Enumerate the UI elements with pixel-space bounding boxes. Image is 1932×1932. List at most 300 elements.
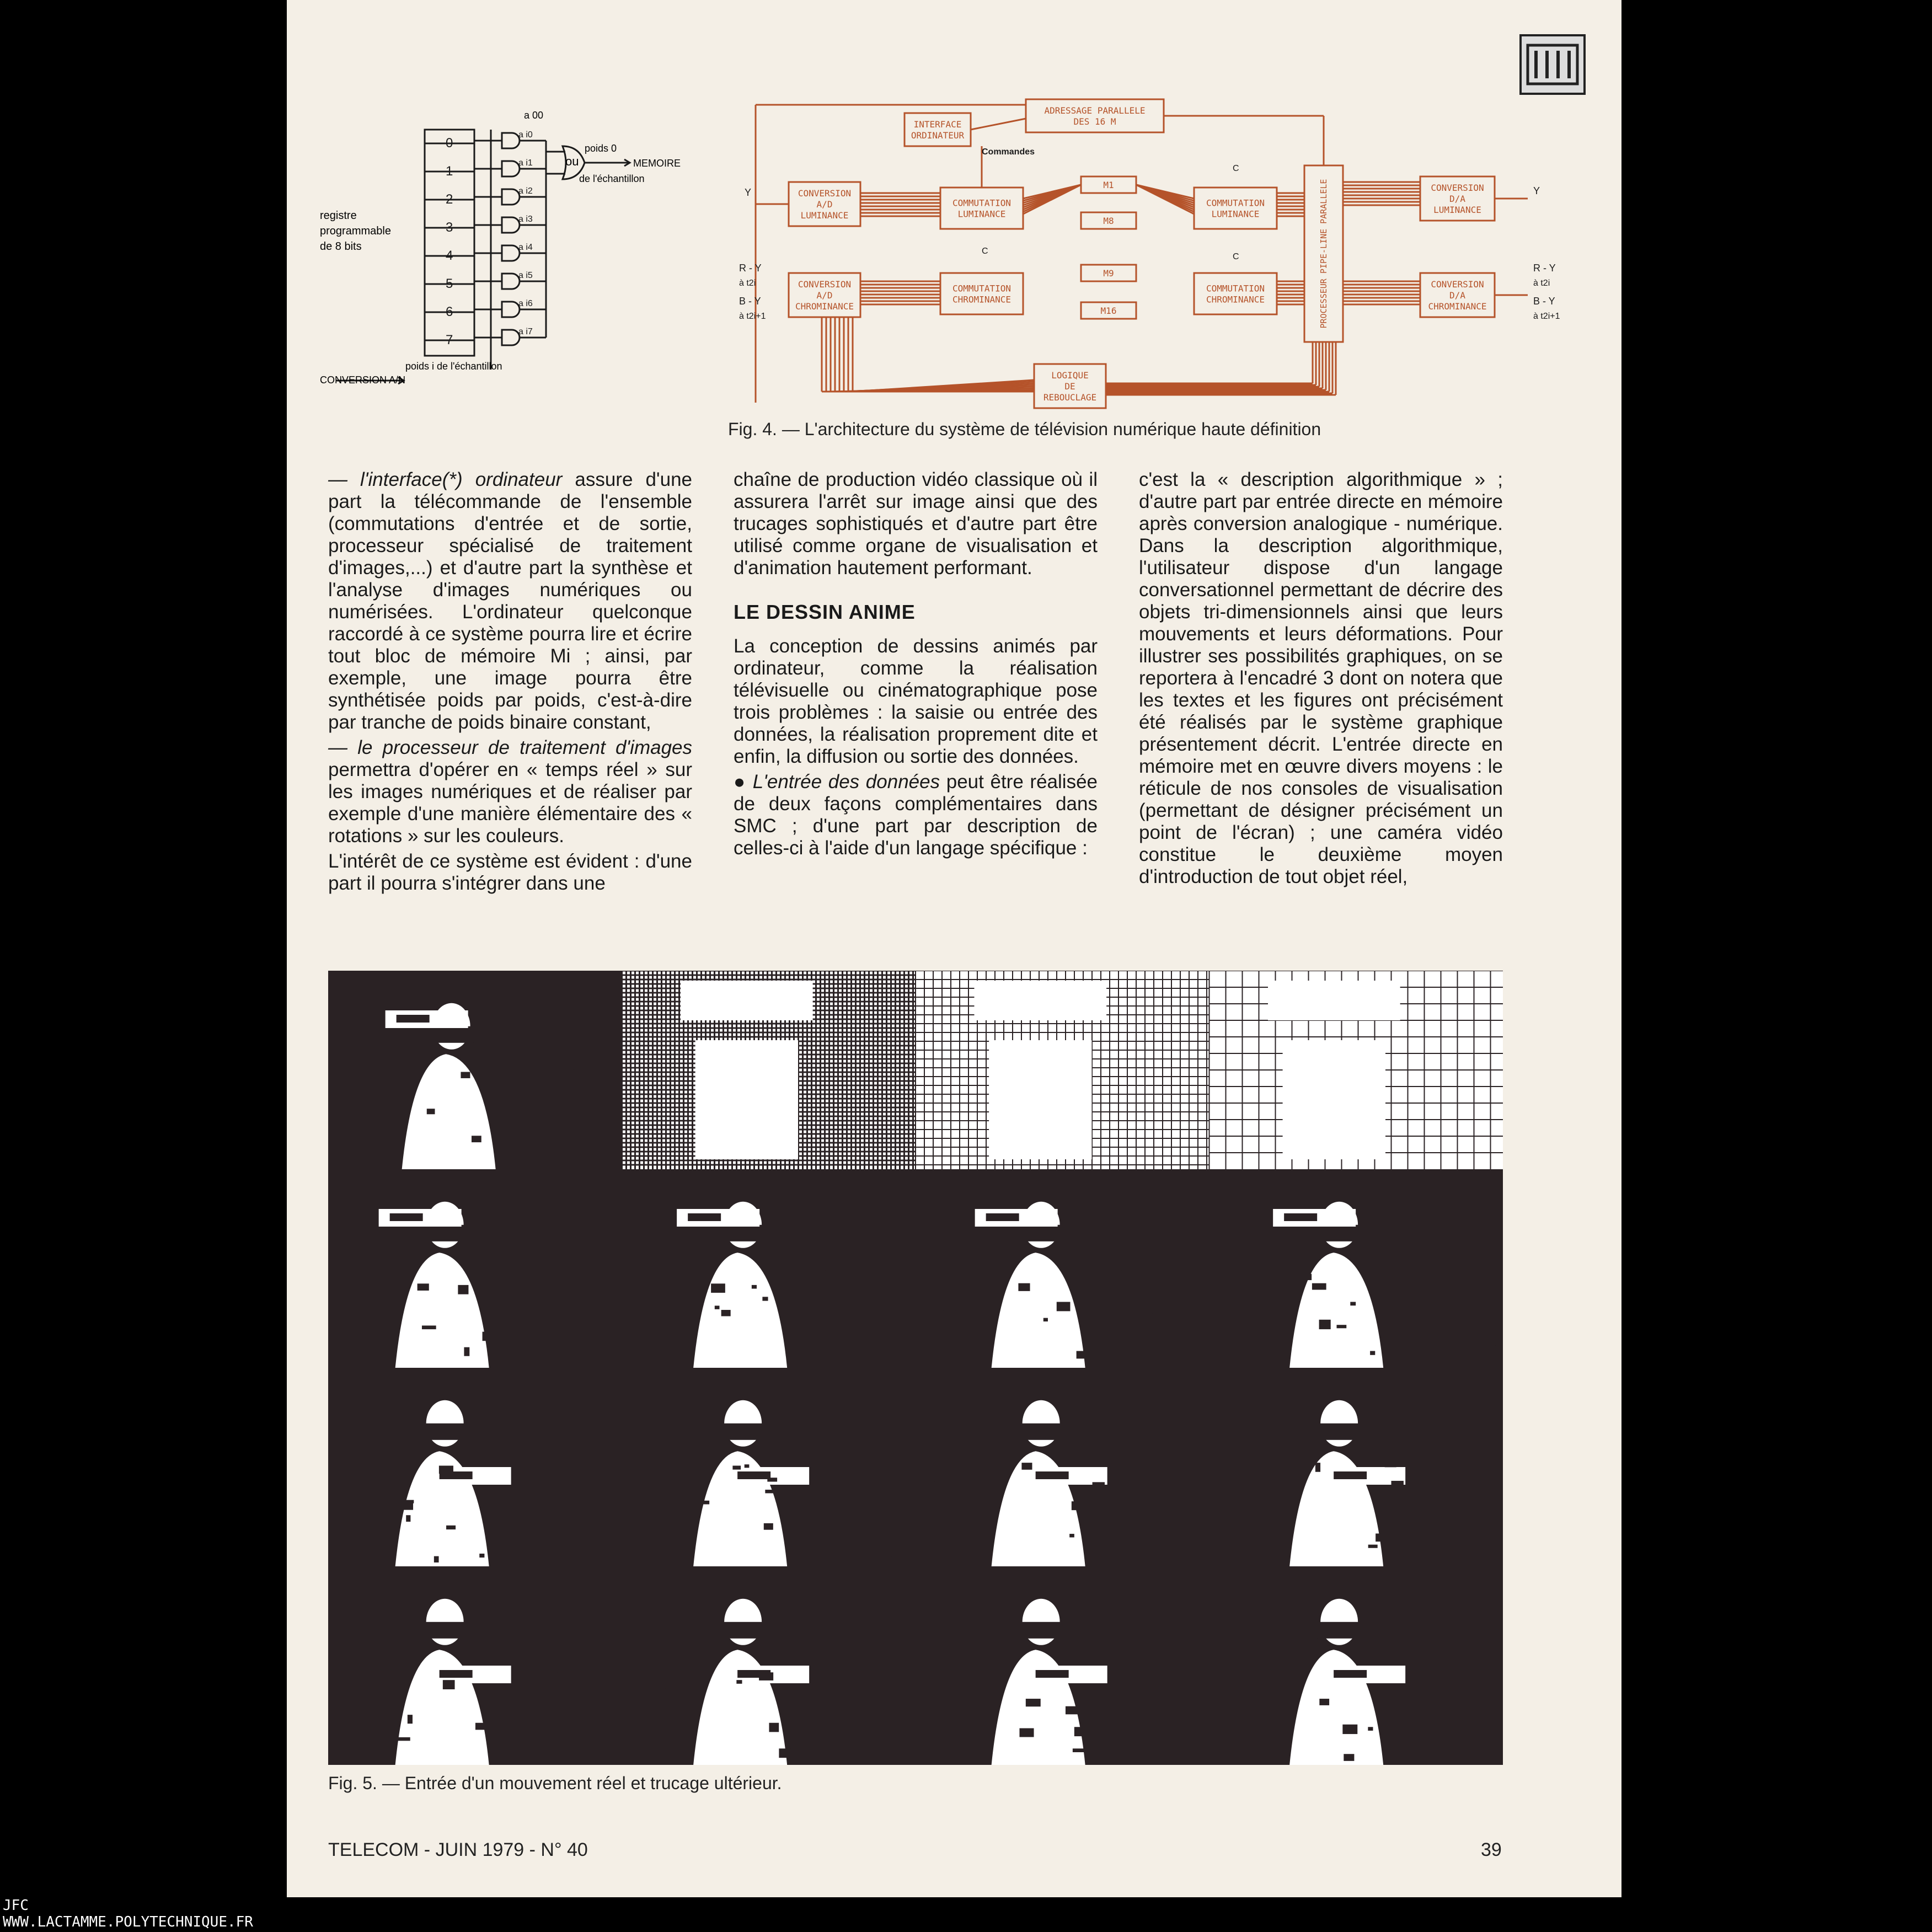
- pixelated-body: [1283, 1040, 1385, 1159]
- shadow-patch: [1481, 1281, 1486, 1289]
- shadow-patch: [665, 1682, 670, 1689]
- shadow-patch: [1486, 1484, 1500, 1494]
- shadow-patch: [908, 1350, 912, 1353]
- shadow-patch: [902, 1695, 916, 1698]
- shadow-patch: [331, 1724, 336, 1727]
- journal-logo-icon: [1519, 34, 1586, 95]
- register-bit-label: 4: [446, 248, 453, 263]
- interface-block: [905, 113, 971, 146]
- shadow-patch: [427, 1109, 435, 1114]
- person-face-shadow: [1019, 1622, 1063, 1639]
- shadow-patch: [329, 1507, 343, 1510]
- shadow-patch: [356, 1059, 361, 1063]
- adressage-block: [1026, 99, 1164, 132]
- shadow-patch: [624, 1310, 632, 1316]
- video-frame: [622, 971, 916, 1169]
- shadow-patch: [1077, 1351, 1087, 1359]
- shadow-patch: [1160, 1666, 1172, 1674]
- person-face-shadow: [1019, 1225, 1063, 1241]
- conv-ad-lum-block-label: CONVERSION: [798, 188, 852, 199]
- shadow-patch: [614, 1347, 622, 1351]
- shadow-patch: [769, 1723, 779, 1732]
- processor-label: PROCESSEUR PIPE-LINE PARALLELE: [1319, 179, 1329, 329]
- comm-lum-2-block-label: COMMUTATION: [1206, 197, 1265, 208]
- shadow-patch: [873, 1752, 877, 1756]
- processor-term: — le processeur de traitement d'images: [328, 737, 692, 758]
- logique-block-label: DE: [1064, 381, 1075, 392]
- pixelated-body: [989, 1040, 1091, 1159]
- shadow-patch: [1118, 1545, 1124, 1549]
- person-face-shadow: [423, 1225, 467, 1241]
- shadow-patch: [934, 1474, 946, 1482]
- shadow-patch: [1148, 1748, 1153, 1754]
- person-face-shadow: [1019, 1423, 1063, 1440]
- fig5-caption: Fig. 5. — Entrée d'un mouvement réel et trucage ultérieur.: [328, 1773, 782, 1793]
- shadow-patch: [1498, 1696, 1503, 1705]
- shadow-patch: [1315, 1463, 1320, 1472]
- shadow-patch: [1350, 1302, 1356, 1306]
- svg-text:à t2i+1: à t2i+1: [739, 312, 766, 321]
- camera-detail: [1284, 1213, 1317, 1221]
- comm-chr-1-block: [940, 273, 1023, 314]
- shadow-patch: [475, 1723, 490, 1730]
- shadow-patch: [1074, 1727, 1085, 1736]
- interface-block-label: INTERFACE: [913, 119, 962, 130]
- register-bit-label: 1: [446, 164, 453, 179]
- shadow-patch: [418, 1283, 429, 1291]
- and-gate-icon: [502, 217, 520, 233]
- and-gate-icon: [502, 161, 520, 176]
- shadow-patch: [876, 1536, 881, 1545]
- output-ry-label: R - Y: [1533, 263, 1556, 274]
- shadow-patch: [446, 1526, 456, 1529]
- svg-text:a 00: a 00: [524, 110, 544, 121]
- shadow-patch: [825, 1545, 837, 1553]
- shadow-patch: [670, 1740, 675, 1746]
- shadow-patch: [891, 1549, 905, 1557]
- conv-da-chr-block-label: CONVERSION: [1431, 279, 1484, 290]
- register-bit-label: 2: [446, 192, 453, 207]
- comm-chr-1-block-label: COMMUTATION: [952, 283, 1011, 294]
- shadow-patch: [1312, 1283, 1326, 1290]
- c-label: C: [982, 247, 988, 256]
- shadow-patch: [967, 1662, 977, 1668]
- conv-da-chr-block-label: CHROMINANCE: [1428, 301, 1487, 312]
- shadow-patch: [526, 1304, 538, 1308]
- shadow-patch: [732, 1465, 741, 1469]
- shadow-patch: [1392, 1481, 1404, 1490]
- shadow-patch: [379, 1526, 385, 1530]
- conv-da-lum-block-label: CONVERSION: [1431, 183, 1484, 193]
- interface-block-label: ORDINATEUR: [911, 130, 965, 141]
- shadow-patch: [1019, 1728, 1034, 1737]
- shadow-patch: [545, 1487, 559, 1493]
- video-frame: [328, 1566, 625, 1765]
- shadow-patch: [458, 1285, 468, 1294]
- shadow-patch: [443, 1680, 455, 1689]
- shadow-patch: [1376, 1533, 1380, 1542]
- logique-block-label: LOGIQUE: [1051, 370, 1089, 381]
- gate-output-label: a i3: [518, 215, 533, 224]
- shadow-patch: [797, 1487, 802, 1493]
- shadow-patch: [439, 1465, 453, 1474]
- shadow-patch: [582, 1536, 594, 1543]
- shadow-patch: [782, 1313, 787, 1316]
- m1-block-label: M1: [1103, 180, 1114, 190]
- camera-detail: [986, 1213, 1019, 1221]
- shadow-patch: [1342, 1725, 1357, 1734]
- camera-detail: [390, 1213, 423, 1221]
- shadow-patch: [1021, 1463, 1032, 1470]
- shadow-patch: [1319, 1320, 1331, 1329]
- gate-output-label: a i5: [518, 271, 533, 280]
- shadow-patch: [1368, 1727, 1373, 1731]
- camera-detail: [1334, 1471, 1367, 1479]
- fig4-architecture-diagram: [739, 94, 1616, 414]
- comm-lum-1-block: [940, 188, 1023, 229]
- person-face-shadow: [1317, 1423, 1361, 1440]
- shadow-patch: [745, 1464, 750, 1468]
- shadow-patch: [1066, 1706, 1079, 1715]
- shadow-patch: [1400, 1547, 1412, 1556]
- video-frame: [328, 971, 622, 1169]
- shadow-patch: [384, 1519, 392, 1528]
- video-frame: [622, 1566, 919, 1765]
- shadow-patch: [330, 1091, 335, 1095]
- interface-term: — l'interface(*) ordinateur: [328, 469, 563, 490]
- page-number: 39: [1481, 1839, 1502, 1860]
- input-ry-label: R - Y: [739, 263, 762, 274]
- person-face-shadow: [721, 1225, 765, 1241]
- shadow-patch: [1043, 1318, 1048, 1321]
- conv-ad-chr-block-label: CHROMINANCE: [795, 301, 854, 312]
- magazine-page: [287, 0, 1621, 1897]
- register-bit-label: 3: [446, 220, 453, 235]
- or-label: ou: [565, 154, 579, 168]
- svg-text:de l'échantillon: de l'échantillon: [579, 173, 645, 184]
- shadow-patch: [590, 1316, 600, 1323]
- shadow-patch: [1491, 1346, 1503, 1355]
- adressage-block-label: DES 16 M: [1073, 116, 1116, 127]
- svg-text:poids i de l'échantillon: poids i de l'échantillon: [405, 361, 502, 372]
- conv-ad-lum-block-label: LUMINANCE: [800, 210, 849, 221]
- shadow-patch: [640, 1294, 651, 1302]
- shadow-patch: [1281, 1460, 1291, 1467]
- shadow-patch: [1146, 1331, 1155, 1334]
- shadow-patch: [504, 1487, 514, 1496]
- shadow-patch: [1291, 1274, 1301, 1277]
- shadow-patch: [501, 1726, 515, 1729]
- shadow-patch: [1368, 1545, 1378, 1548]
- shadow-patch: [767, 1478, 777, 1481]
- shadow-patch: [917, 1521, 925, 1527]
- shadow-patch: [330, 1310, 345, 1319]
- shadow-patch: [503, 1513, 513, 1523]
- shadow-patch: [422, 1325, 436, 1329]
- shadow-patch: [338, 1140, 343, 1143]
- shadow-patch: [631, 1742, 644, 1749]
- pixelated-arm: [1268, 981, 1400, 1020]
- video-frame: [916, 1169, 1209, 1368]
- shadow-patch: [836, 1656, 845, 1660]
- shadow-patch: [483, 1332, 488, 1341]
- camera-detail: [737, 1471, 770, 1479]
- shadow-patch: [1057, 1302, 1071, 1312]
- camera-detail: [1036, 1670, 1069, 1678]
- svg-text:poids 0: poids 0: [585, 143, 617, 154]
- column-3: c'est la « description algorithmique » ; d'autre part par entrée directe en mémoire après conversion analogique - numérique. Dans la description algorithmique, l'utilisateur dispose d'un langage conversationnel permettant de décrire des objets tri-dimensionnels ainsi que leurs mouvements et leurs déformations. Pour illustrer ses possibilités graphiques, on se reportera à l'encadré 3 dont on notera que les textes et les figures ont précisément été réalisés par le système graphique présentement décrit. L'entrée directe en mémoire met en œuvre divers moyens : le réticule de nos consoles de visualisation (permettant de désigner précisément un point de l'écran) ; une caméra vidéo constitue le deuxième moyen d'introduction de tout objet réel,: [1139, 469, 1503, 887]
- input-y-label: Y: [745, 187, 752, 198]
- fig5-photo-grid: [328, 971, 1503, 1765]
- register-bit-label: 0: [446, 136, 453, 151]
- shadow-patch: [1069, 1534, 1074, 1537]
- shadow-patch: [1260, 1684, 1272, 1693]
- conv-ad-chr-block-label: CONVERSION: [798, 279, 852, 290]
- shadow-patch: [925, 1742, 931, 1752]
- logique-block-label: REBOUCLAGE: [1043, 392, 1097, 403]
- shadow-patch: [1337, 1325, 1347, 1328]
- shadow-patch: [624, 1521, 638, 1530]
- shadow-patch: [779, 1748, 790, 1758]
- shadow-patch: [396, 1737, 410, 1741]
- gate-output-label: a i4: [518, 243, 533, 252]
- shadow-patch: [986, 1729, 991, 1732]
- shadow-patch: [1134, 1537, 1144, 1543]
- shadow-patch: [784, 1288, 794, 1295]
- m8-block-label: M8: [1103, 216, 1114, 226]
- shadow-patch: [1026, 1699, 1041, 1706]
- person-face-shadow: [1317, 1225, 1361, 1241]
- shadow-patch: [1228, 1251, 1243, 1259]
- shadow-patch: [762, 1297, 768, 1301]
- and-gate-icon: [502, 133, 520, 148]
- shadow-patch: [711, 1283, 725, 1293]
- shadow-patch: [887, 1453, 892, 1459]
- comm-lum-2-block: [1194, 188, 1277, 229]
- shadow-patch: [929, 1733, 939, 1737]
- comm-lum-1-block-label: LUMINANCE: [957, 208, 1006, 220]
- conversion-label: CONVERSION A/N: [320, 374, 406, 386]
- shadow-patch: [688, 1459, 699, 1468]
- shadow-patch: [1361, 1647, 1375, 1657]
- shadow-patch: [814, 1455, 825, 1463]
- shadow-patch: [1145, 1354, 1150, 1361]
- shadow-patch: [491, 1091, 501, 1099]
- shadow-patch: [721, 1310, 731, 1316]
- gate-output-label: a i7: [518, 327, 533, 336]
- shadow-patch: [434, 1556, 439, 1562]
- video-frame: [916, 971, 1209, 1169]
- shadow-patch: [759, 1672, 773, 1681]
- register-diagram: [320, 97, 750, 394]
- shadow-patch: [814, 1270, 825, 1278]
- register-bit-label: 5: [446, 276, 453, 291]
- shadow-patch: [588, 1114, 603, 1123]
- shadow-patch: [526, 1753, 535, 1762]
- shadow-patch: [1306, 1274, 1312, 1280]
- shadow-patch: [406, 1515, 410, 1522]
- output-by-label: B - Y: [1533, 296, 1555, 307]
- pixelated-arm: [975, 981, 1107, 1020]
- conv-da-lum-block-label: LUMINANCE: [1433, 205, 1481, 215]
- shadow-patch: [408, 1715, 413, 1724]
- person-face-shadow: [430, 1026, 474, 1043]
- input-by-label: B - Y: [739, 296, 761, 307]
- bullet-icon: ●: [734, 771, 747, 793]
- comm-lum-1-block-label: COMMUTATION: [952, 197, 1011, 208]
- shadow-patch: [736, 1680, 742, 1684]
- shadow-patch: [889, 1265, 903, 1273]
- person-face-shadow: [1317, 1622, 1361, 1639]
- shadow-patch: [488, 1313, 502, 1321]
- shadow-patch: [448, 1671, 461, 1677]
- and-gate-icon: [502, 245, 520, 261]
- comm-chr-2-block-label: COMMUTATION: [1206, 283, 1265, 294]
- shadow-patch: [1107, 1270, 1122, 1274]
- gate-output-label: a i2: [518, 186, 533, 196]
- video-frame: [1209, 1368, 1503, 1566]
- m9-block-label: M9: [1103, 268, 1114, 279]
- shadow-patch: [965, 1526, 974, 1532]
- shadow-patch: [1093, 1482, 1105, 1490]
- gate-output-label: a i1: [518, 158, 533, 168]
- shadow-patch: [943, 1302, 955, 1311]
- shadow-patch: [608, 1754, 613, 1761]
- gate-output-label: a i6: [518, 299, 533, 308]
- video-frame: [328, 1169, 622, 1368]
- shadow-patch: [1385, 1459, 1396, 1467]
- shadow-patch: [345, 1102, 350, 1106]
- svg-text:de 8 bits: de 8 bits: [320, 240, 362, 253]
- shadow-patch: [1221, 1712, 1225, 1716]
- shadow-patch: [461, 1072, 470, 1078]
- and-gate-icon: [502, 189, 520, 205]
- shadow-patch: [934, 1294, 939, 1304]
- output-y-label: Y: [1533, 185, 1540, 196]
- video-frame: [622, 1169, 916, 1368]
- shadow-patch: [1483, 1651, 1492, 1657]
- svg-text:à t2i+1: à t2i+1: [1533, 312, 1560, 321]
- m16-block-label: M16: [1100, 306, 1117, 316]
- shadow-patch: [1370, 1351, 1375, 1355]
- shadow-patch: [946, 1267, 960, 1275]
- shadow-patch: [535, 1340, 539, 1346]
- shadow-patch: [752, 1285, 757, 1289]
- and-gate-icon: [502, 274, 520, 289]
- column-1: — l'interface(*) ordinateur assure d'une part la télécommande de l'ensemble (commutations d'entrée et de sortie, processeur spécialisé de traitement d'images,...) et d'autre part la synthèse et l'analyse d'images numériques ou numérisées. L'ordinateur quelconque raccordé à ce système pourra lire et écrire tout bloc de mémoire Mi ; ainsi, par exemple, une image pourra être synthétisée poids par poids, c'est-à-dire par tranche de poids binaire constant, — le processeur de traitement d'images permettra d'opérer en « temps réel » sur les images numériques et de réaliser par exemple d'une manière élémentaire des « rotations » sur les couleurs. L'intérêt de ce système est évident : d'une part il pourra s'intégrer dans une: [328, 469, 693, 894]
- shadow-patch: [857, 1753, 869, 1757]
- conv-da-chr-block-label: D/A: [1449, 290, 1465, 301]
- svg-text:à t2i: à t2i: [739, 279, 756, 288]
- video-frame: [916, 1566, 1209, 1765]
- shadow-patch: [1067, 1647, 1078, 1655]
- shadow-patch: [1344, 1754, 1354, 1761]
- shadow-patch: [1474, 1682, 1486, 1690]
- camera-detail: [688, 1213, 721, 1221]
- video-frame: [1209, 1169, 1503, 1368]
- conv-da-lum-block-label: D/A: [1449, 194, 1465, 204]
- shadow-patch: [635, 1733, 650, 1741]
- shadow-patch: [1319, 1699, 1329, 1705]
- comm-chr-2-block-label: CHROMINANCE: [1206, 294, 1265, 305]
- shadow-patch: [1183, 1265, 1189, 1270]
- pixelated-body: [695, 1040, 798, 1159]
- shadow-patch: [1271, 1725, 1276, 1728]
- and-gate-icon: [502, 302, 520, 317]
- shadow-patch: [1454, 1666, 1459, 1670]
- shadow-patch: [695, 1501, 709, 1505]
- and-gate-icon: [502, 330, 520, 345]
- commandes-label: Commandes: [982, 147, 1035, 157]
- camera-detail: [397, 1015, 430, 1023]
- shadow-patch: [1213, 1249, 1223, 1257]
- person-face-shadow: [721, 1622, 765, 1639]
- shadow-patch: [360, 1101, 366, 1105]
- shadow-patch: [1072, 1501, 1085, 1510]
- camera-detail: [1036, 1471, 1069, 1479]
- person-face-shadow: [423, 1423, 467, 1440]
- video-frame: [916, 1368, 1220, 1566]
- section-heading: LE DESSIN ANIME: [734, 601, 916, 623]
- svg-text:programmable: programmable: [320, 225, 391, 237]
- person-face-shadow: [721, 1423, 765, 1440]
- shadow-patch: [1240, 1267, 1248, 1277]
- journal-footer: TELECOM - JUIN 1979 - N° 40: [328, 1839, 588, 1860]
- register-bit-label: 6: [446, 304, 453, 319]
- shadow-patch: [479, 1554, 484, 1558]
- shadow-patch: [579, 1752, 589, 1760]
- shadow-patch: [715, 1305, 720, 1309]
- comm-lum-2-block-label: LUMINANCE: [1211, 208, 1260, 220]
- register-bit-label: 7: [446, 333, 453, 347]
- conv-ad-lum-block-label: A/D: [816, 199, 833, 210]
- watermark-url: WWW.LACTAMME.POLYTECHNIQUE.FR: [3, 1914, 253, 1930]
- svg-text:à t2i: à t2i: [1533, 279, 1550, 288]
- shadow-patch: [472, 1136, 481, 1142]
- shadow-patch: [402, 1501, 413, 1510]
- shadow-patch: [1379, 1647, 1390, 1655]
- adressage-block-label: ADRESSAGE PARALLELE: [1044, 105, 1146, 116]
- shadow-patch: [593, 1088, 608, 1098]
- camera-detail: [1334, 1670, 1367, 1678]
- comm-chr-1-block-label: CHROMINANCE: [952, 294, 1011, 305]
- shadow-patch: [1018, 1283, 1030, 1291]
- comm-chr-2-block: [1194, 273, 1277, 314]
- shadow-patch: [935, 1249, 944, 1253]
- watermark-initials: JFC: [3, 1897, 29, 1914]
- video-frame: [622, 1368, 916, 1566]
- shadow-patch: [1260, 1307, 1273, 1314]
- shadow-patch: [920, 1465, 925, 1468]
- shadow-patch: [560, 1685, 565, 1690]
- shadow-patch: [1394, 1550, 1399, 1557]
- shadow-patch: [1202, 1686, 1207, 1692]
- shadow-patch: [1100, 1550, 1112, 1558]
- column-2: chaîne de production vidéo classique où il assurera l'arrêt sur image ainsi que des trucages sophistiqués et d'autre part être utilisé comme organe de visualisation et d'animation hautement performant. LE DESSIN ANIME La conception de dessins animés par ordinateur, comme la réalisation télévisuelle ou cinématographique pose trois problèmes : la saisie ou entrée des données, la réalisation proprement dite et enfin, la diffusion ou sortie des données. ● L'entrée des données peut être réalisée de deux façons complémentaires dans SMC ; d'une part par description de celles-ci à l'aide d'un langage spécifique :: [734, 469, 1098, 859]
- memory-label: MEMOIRE: [633, 158, 681, 169]
- shadow-patch: [1148, 1305, 1153, 1314]
- video-frame: [328, 1368, 622, 1566]
- shadow-patch: [1278, 1482, 1293, 1489]
- shadow-patch: [1073, 1748, 1087, 1752]
- shadow-patch: [765, 1490, 777, 1493]
- person-face-shadow: [423, 1622, 467, 1639]
- shadow-patch: [1500, 1457, 1503, 1461]
- shadow-patch: [471, 1278, 476, 1282]
- shadow-patch: [1107, 1455, 1122, 1465]
- shadow-patch: [464, 1347, 469, 1356]
- shadow-patch: [943, 1652, 955, 1656]
